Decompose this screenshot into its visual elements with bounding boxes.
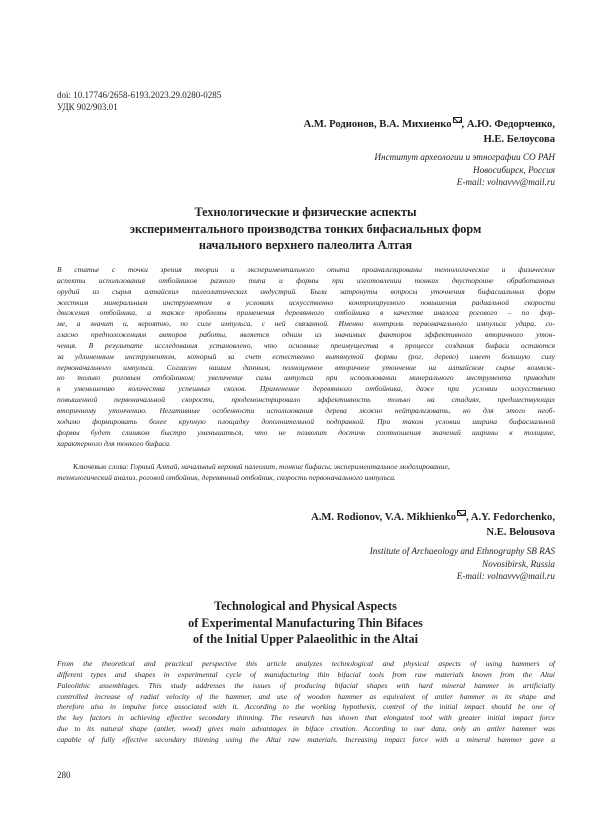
envelope-icon: [457, 510, 466, 516]
ru-abstract-line: повышенной первоначальной скорости, продемонстрировало эффективность только на стадиях, предшествующих: [57, 395, 555, 405]
ru-abstract-line: движения отбойника, а также проблемы применения деревянного отбойника в качестве аналога рогового – по фор-: [57, 308, 555, 318]
ru-abstract-line: орудий из сырья алтайских палеолитических индустрий. Были затронуты вопросы уточнения бифасиальных форм: [57, 286, 555, 296]
ru-abstract-line: к уменьшению количества успешных сколов. Применение деревянного отбойника, даже при условии искусственно: [57, 384, 555, 394]
ru-abstract-line: ме, а значит и, вероятно, по силе импульса, с ней связанной. Именно контроль первоначального импульса удара, со-: [57, 319, 555, 329]
ru-title-line: Технологические и физические аспекты: [194, 205, 417, 219]
ru-abstract-line: вторичному утончению. Негативные особенности использования дерева можно нейтрализовать, но для этого необ-: [57, 405, 555, 415]
ru-keywords-line2: технологический анализ, роговой отбойник, деревянный отбойник, скорость первоначального импульса.: [57, 472, 396, 482]
en-abstract-line: Paleolithic assemblages. This study addresses the issues of producing bifacial shapes with hard mineral hammer in artificially: [57, 680, 555, 690]
en-affiliation-block: [370, 545, 555, 583]
ru-abstract-line: формы будет слишком быстро уменьшаться, что не позволит достичь соотношения значений ширины к толщине,: [57, 427, 555, 437]
ru-authors-line2: Н.Е. Белоусова: [483, 133, 555, 145]
ru-abstract-line: характерного для тонкого бифаса.: [57, 438, 172, 448]
ru-authors-line1b: , А.Ю. Федорченко,: [461, 119, 555, 130]
doi: doi: 10.17746/2658-6193.2023.29.0280-0285: [57, 90, 222, 100]
en-email: E-mail: volnavvv@mail.ru: [456, 571, 555, 582]
ru-abstract-line: за удлиненным инструментом, который за счет естественно вытянутой формы (рог, дерево) имеет большую силу: [57, 351, 555, 361]
en-title-line: Technological and Physical Aspects: [214, 599, 397, 613]
ru-abstract-line: В статье с точки зрения теории и экспериментального опыта проанализированы технологические и физические: [57, 265, 555, 274]
ru-abstract-line: аспекты использования отбойников разного типа и формы при изготовлении тонких двусторонне обработанных: [57, 275, 555, 285]
en-authors: [311, 511, 555, 540]
en-authors-line1: A.M. Rodionov, V.A. Mikhienko: [311, 512, 457, 523]
en-abstract: [57, 659, 555, 746]
page-number: 280: [57, 770, 71, 780]
en-title-line: of the Initial Upper Palaeolithic in the Altai: [193, 632, 418, 646]
en-abstract-line: From the theoretical and practical perspective this article analyzes technological and physical aspects of using hammers of: [57, 659, 555, 668]
en-abstract-line: capable of fully effective secondary thinning using the Altai raw materials. Increasing impact force with a mineral hammer gave a: [57, 734, 555, 744]
ru-authors: [304, 118, 555, 147]
ru-title-line: экспериментального производства тонких бифасиальных форм: [129, 221, 482, 236]
en-title-line: of Experimental Manufacturing Thin Bifaces: [188, 615, 423, 630]
ru-abstract-line: гласно предположениям авторов работы, является одним из значимых факторов эффективного вторичного утон-: [57, 330, 555, 340]
ru-abstract-line: но только роговым отбойником; увеличение силы импульса при использовании минерального инструмента приводит: [57, 373, 555, 383]
envelope-icon: [453, 117, 462, 123]
en-authors-line2: N.E. Belousova: [486, 526, 555, 538]
ru-affiliation-block: [374, 151, 555, 189]
ru-affiliation: Институт археологии и этнографии СО РАН: [374, 152, 555, 162]
en-abstract-line: controlled increase of radial velocity of the hammer, and use of wooden hammer as equivalent of antler hammer in its shape and: [57, 691, 555, 701]
ru-keywords: [57, 462, 555, 484]
ru-keywords-line1: Горный Алтай, начальный верхний палеолит, тонкие бифасы, экспериментальное моделирование,: [130, 462, 450, 471]
en-abstract-line: due to its natural shape (antler, wood) gives main advantages in biface creation. According to our data, only an antler hammer was: [57, 724, 555, 734]
en-authors-line1b: , A.Y. Fedorchenko,: [466, 512, 555, 523]
ru-abstract-line: ходимо формировать более крупную площадку дополнительной подправкой. При таком условии ширина бифасиальной: [57, 416, 555, 426]
ru-title: [40, 204, 571, 254]
en-city: Novosibirsk, Russia: [482, 558, 555, 569]
ru-abstract-line: жестким минеральным инструментом в условиях искусственно контролируемого повышения радиальной скорости: [57, 297, 555, 307]
ru-abstract-line: первоначального импульса. Согласно нашим данным, полноценное вторичное утончение на алтайском сырье возмож-: [57, 362, 555, 372]
ru-email: E-mail: volnavvv@mail.ru: [456, 177, 555, 188]
en-affiliation: Institute of Archaeology and Ethnography SB RAS: [369, 546, 555, 556]
ru-authors-line1: А.М. Родионов, В.А. Михиенко: [303, 119, 452, 130]
ru-abstract: [57, 265, 555, 449]
en-abstract-line: the key factors in achieving effective secondary thinning. The research has shown that elongated tool with greater initial impact force: [57, 713, 555, 723]
ru-city: Новосибирск, Россия: [472, 164, 555, 175]
ru-title-line: начального верхнего палеолита Алтая: [198, 238, 413, 252]
en-title: [40, 598, 571, 648]
ru-abstract-line: чения. В результате исследования установлено, что основные преимущества в процессе создания бифаса остаются: [57, 340, 555, 350]
udk: УДК 902/903.01: [57, 102, 118, 112]
ru-keywords-label: Ключевые слова:: [73, 462, 131, 471]
en-abstract-line: therefore also in impulse force associated with it. According to the working hypothesis, control of the initial impact should be one of: [57, 702, 555, 712]
en-abstract-line: different types and shapes in experimental cycle of manufacturing thin bifacial tools from raw materials known from the Altai: [57, 669, 555, 679]
